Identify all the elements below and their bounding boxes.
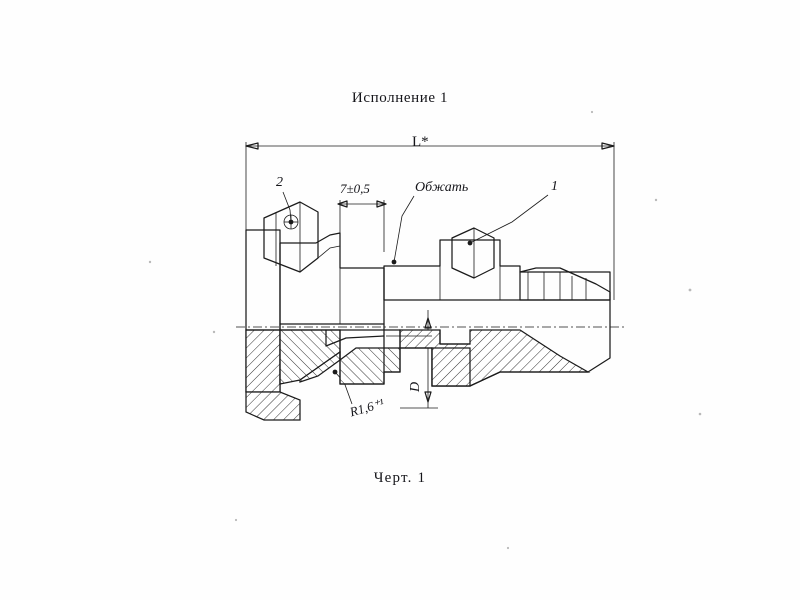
callout-label-2: 2: [276, 175, 283, 190]
part-body-upper: [384, 228, 610, 300]
page-title: Исполнение 1: [351, 90, 449, 106]
callout-label-1: 1: [551, 179, 558, 194]
dimension-line-7: [338, 200, 386, 252]
figure-caption: Черт. 1: [373, 470, 427, 486]
dimension-label-overall-length: L*: [412, 134, 429, 150]
leader-obzhat: [392, 196, 414, 264]
part-sleeve-upper: [280, 233, 384, 324]
dimension-label-7: 7±0,5: [340, 181, 370, 196]
dimension-label-diameter: D: [408, 381, 423, 392]
leader-callout-1: [468, 195, 548, 245]
note-label-obzhat: Обжать: [415, 180, 469, 195]
dimension-label-radius: R1,6⁺¹: [348, 395, 386, 420]
dimension-line-overall: [246, 142, 614, 300]
